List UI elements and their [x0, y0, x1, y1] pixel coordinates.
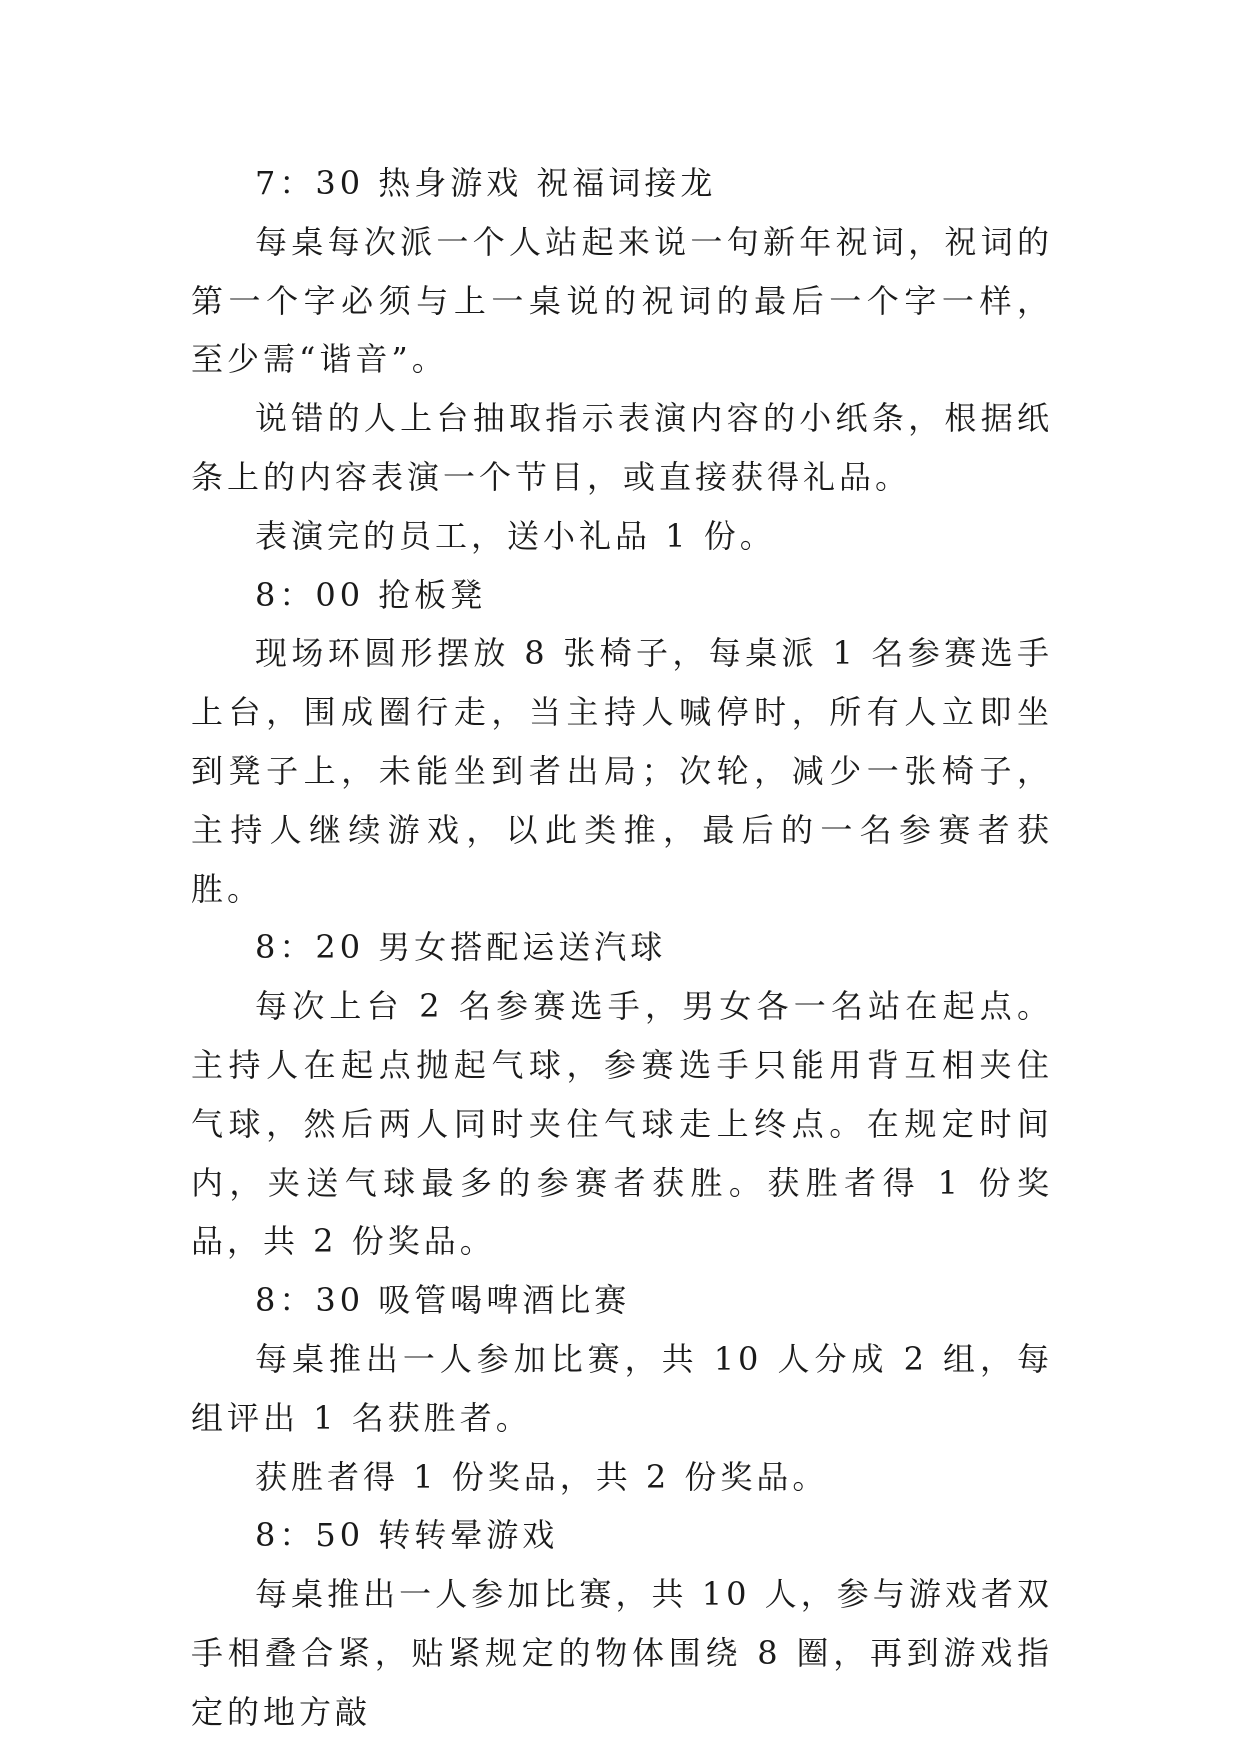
section-heading-balloon-relay: 8：20 男女搭配运送汽球	[255, 928, 667, 967]
paragraph: 每桌推出一人参加比赛，共 10 人，参与游戏者双手相叠合紧，贴紧规定的物体围绕 8 圈，再到游戏指定的地方敲	[191, 1575, 1053, 1731]
section-heading-warmup: 7：30 热身游戏 祝福词接龙	[255, 164, 717, 202]
section-heading-dizzy-game: 8：50 转转晕游戏	[255, 1516, 559, 1555]
paragraph: 表演完的员工，送小礼品 1 份。	[255, 516, 776, 555]
section-heading-musical-chairs: 8：00 抢板凳	[255, 575, 487, 614]
paragraph: 每桌推出一人参加比赛，共 10 人分成 2 组，每组评出 1 名获胜者。	[191, 1339, 1053, 1437]
paragraph: 说错的人上台抽取指示表演内容的小纸条，根据纸条上的内容表演一个节目，或直接获得礼品。	[191, 399, 1053, 496]
section-heading-beer-contest: 8：30 吸管喝啤酒比赛	[255, 1281, 631, 1320]
paragraph: 获胜者得 1 份奖品，共 2 份奖品。	[255, 1457, 829, 1496]
paragraph: 现场环圆形摆放 8 张椅子，每桌派 1 名参赛选手上台，围成圈行走，当主持人喊停时，所有人立即坐到凳子上，未能坐到者出局；次轮，减少一张椅子，主持人继续游戏，以此类推，最后的一名参赛者获胜。	[191, 634, 1053, 908]
paragraph: 每次上台 2 名参赛选手，男女各一名站在起点。主持人在起点抛起气球，参赛选手只能用背互相夹住气球，然后两人同时夹住气球走上终点。在规定时间内，夹送气球最多的参赛者获胜。获胜者得 1 份奖品，共 2 份奖品。	[191, 987, 1053, 1261]
paragraph: 每桌每次派一个人站起来说一句新年祝词，祝词的第一个字必须与上一桌说的祝词的最后一个字一样，至少需“谐音”。	[191, 222, 1053, 379]
document-body	[191, 154, 1053, 1742]
